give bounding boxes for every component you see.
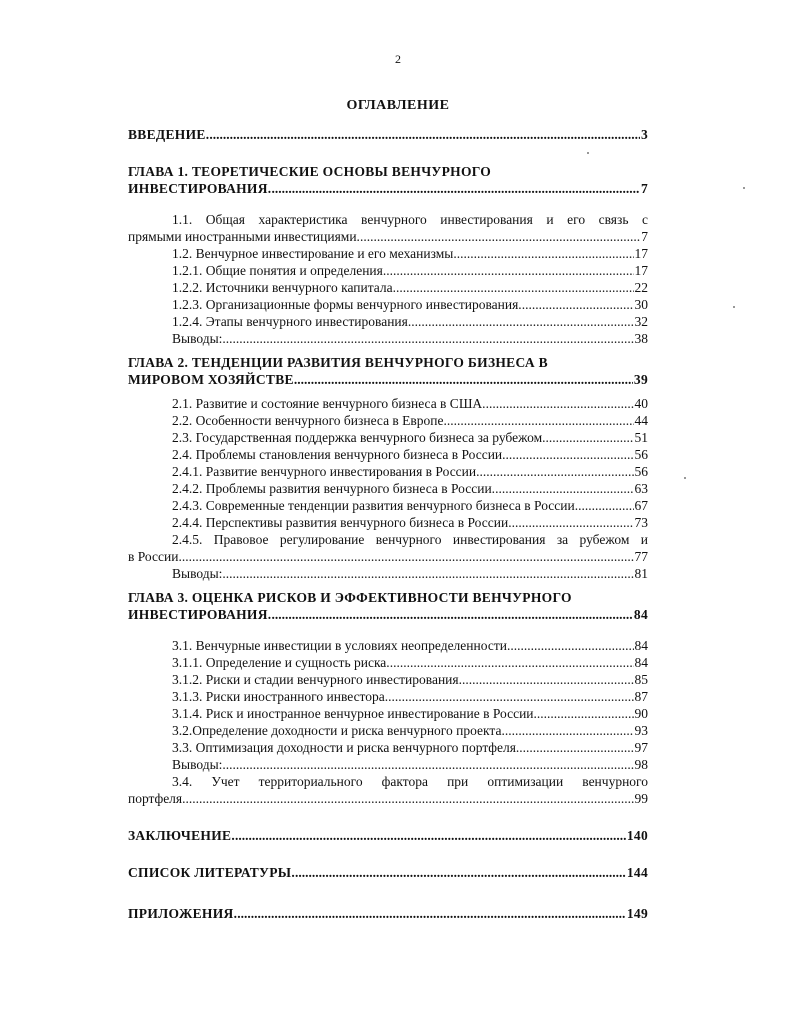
toc-item-page: 63 <box>634 481 648 496</box>
toc-item-label: Выводы: <box>172 331 223 346</box>
toc-item-page: 7 <box>641 229 648 244</box>
toc-item-label: 3.1. Венчурные инвестиции в условиях неопределенности. <box>172 638 511 653</box>
toc-item-page: 73 <box>634 515 648 530</box>
toc-intro-page: 3 <box>640 127 648 142</box>
toc-item-page: 67 <box>634 498 648 513</box>
toc-item-2-4-1[interactable] <box>128 463 648 480</box>
toc-item-3-3[interactable] <box>128 739 648 756</box>
toc-references[interactable] <box>128 864 648 881</box>
toc-item-page: 56 <box>634 447 648 462</box>
toc-item-label: 1.2.1. Общие понятия и определения. <box>172 263 387 278</box>
toc-item-1-2-3[interactable] <box>128 296 648 313</box>
toc-item-page: 17 <box>634 263 648 278</box>
scan-speck <box>684 477 686 479</box>
toc-item-1-2-2[interactable] <box>128 279 648 296</box>
toc-item-3-conclusions[interactable] <box>128 756 648 773</box>
toc-item-page: 30 <box>634 297 648 312</box>
toc-item-3-1-3[interactable] <box>128 688 648 705</box>
toc-item-label: Выводы: <box>172 566 223 581</box>
toc-conclusion[interactable] <box>128 827 648 844</box>
toc-item-3-1[interactable] <box>128 637 648 654</box>
toc-item-label: 2.1. Развитие и состояние венчурного бизнеса в США. <box>172 396 486 411</box>
toc-chapter-3-title-line1: ГЛАВА 3. ОЦЕНКА РИСКОВ И ЭФФЕКТИВНОСТИ ВЕНЧУРНОГО <box>128 590 572 605</box>
toc-item-page: 85 <box>634 672 648 687</box>
page-number: 2 <box>395 52 401 66</box>
toc-item-label: 1.2.4. Этапы венчурного инвестирования. <box>172 314 412 329</box>
toc-item-label: 3.2.Определение доходности и риска венчурного проекта. <box>172 723 505 738</box>
toc-item-page: 97 <box>634 740 648 755</box>
toc-item-3-2[interactable] <box>128 722 648 739</box>
toc-item-2-3[interactable] <box>128 429 648 446</box>
toc-item-page: 40 <box>634 396 648 411</box>
toc-item-label: 1.2.2. Источники венчурного капитала. <box>172 280 397 295</box>
toc-item-2-conclusions[interactable] <box>128 565 648 582</box>
table-of-contents <box>128 126 648 922</box>
toc-item-label: 2.4. Проблемы становления венчурного бизнеса в России. <box>172 447 506 462</box>
toc-item-3-1-2[interactable] <box>128 671 648 688</box>
page-title: ОГЛАВЛЕНИЕ <box>346 98 450 113</box>
toc-item-page: 51 <box>634 430 648 445</box>
toc-item-line1: 3.4. Учет территориального фактора при оптимизации венчурного <box>172 774 648 789</box>
toc-conclusion-page: 140 <box>626 828 648 843</box>
toc-item-2-1[interactable] <box>128 395 648 412</box>
toc-item-page: 77 <box>634 549 648 564</box>
toc-conclusion-label: ЗАКЛЮЧЕНИЕ. <box>128 828 236 843</box>
toc-item-page: 98 <box>634 757 648 772</box>
toc-item-3-1-4[interactable] <box>128 705 648 722</box>
toc-item-label: 2.3. Государственная поддержка венчурного бизнеса за рубежом. <box>172 430 546 445</box>
toc-item-label: Выводы: <box>172 757 223 772</box>
toc-chapter-3[interactable] <box>128 589 648 623</box>
toc-item-label: 3.1.3. Риски иностранного инвестора. <box>172 689 389 704</box>
toc-item-page: 87 <box>634 689 648 704</box>
toc-item-2-4-2[interactable] <box>128 480 648 497</box>
toc-item-page: 90 <box>634 706 648 721</box>
scan-speck <box>733 306 735 308</box>
toc-item-2-4-3[interactable] <box>128 497 648 514</box>
toc-item-2-4-5[interactable] <box>128 531 648 565</box>
toc-chapter-1-title-line2: ИНВЕСТИРОВАНИЯ. <box>128 181 272 196</box>
toc-references-page: 144 <box>626 865 648 880</box>
toc-chapter-2[interactable] <box>128 354 648 388</box>
toc-item-line1: 2.4.5. Правовое регулирование венчурного инвестирования за рубежом и <box>172 532 648 547</box>
toc-item-1-1[interactable] <box>128 211 648 245</box>
toc-item-label: 1.2.3. Организационные формы венчурного инвестирования. <box>172 297 522 312</box>
toc-item-line1: 1.1. Общая характеристика венчурного инвестирования и его связь с <box>172 212 648 227</box>
toc-chapter-3-page: 84 <box>633 607 648 622</box>
toc-item-3-4[interactable] <box>128 773 648 807</box>
toc-appendix-label: ПРИЛОЖЕНИЯ. <box>128 906 238 921</box>
toc-item-label: 2.2. Особенности венчурного бизнеса в Европе <box>172 413 444 428</box>
toc-item-page: 93 <box>634 723 648 738</box>
toc-item-page: 84 <box>634 638 648 653</box>
toc-item-page: 22 <box>634 280 648 295</box>
toc-item-1-2-4[interactable] <box>128 313 648 330</box>
toc-item-1-conclusions[interactable] <box>128 330 648 347</box>
toc-item-2-4[interactable] <box>128 446 648 463</box>
toc-item-page: 84 <box>634 655 648 670</box>
toc-item-label: 2.4.2. Проблемы развития венчурного бизнеса в России. <box>172 481 496 496</box>
toc-chapter-3-title-line2: ИНВЕСТИРОВАНИЯ. <box>128 607 272 622</box>
toc-item-line2: в России. <box>128 549 182 564</box>
toc-chapter-2-title-line1: ГЛАВА 2. ТЕНДЕНЦИИ РАЗВИТИЯ ВЕНЧУРНОГО БИЗНЕСА В <box>128 355 548 370</box>
toc-appendix-page: 149 <box>626 906 648 921</box>
toc-chapter-2-title-line2: МИРОВОМ ХОЗЯЙСТВЕ <box>128 372 294 387</box>
toc-item-2-2[interactable] <box>128 412 648 429</box>
toc-item-page: 81 <box>634 566 648 581</box>
toc-item-line2: прямыми иностранными инвестициями. <box>128 229 360 244</box>
toc-item-page: 56 <box>634 464 648 479</box>
toc-item-label: 2.4.4. Перспективы развития венчурного бизнеса в России. <box>172 515 512 530</box>
scan-speck <box>743 187 745 189</box>
toc-item-label: 3.1.4. Риск и иностранное венчурное инвестирование в России. <box>172 706 537 721</box>
toc-chapter-1-title-line1: ГЛАВА 1. ТЕОРЕТИЧЕСКИЕ ОСНОВЫ ВЕНЧУРНОГО <box>128 164 492 179</box>
toc-item-label: 2.4.3. Современные тенденции развития венчурного бизнеса в России <box>172 498 575 513</box>
toc-item-page: 32 <box>634 314 648 329</box>
toc-chapter-1[interactable] <box>128 163 648 197</box>
toc-item-1-2-1[interactable] <box>128 262 648 279</box>
toc-item-label: 3.3. Оптимизация доходности и риска венчурного портфеля <box>172 740 516 755</box>
toc-item-page: 99 <box>634 791 648 806</box>
toc-item-label: 2.4.1. Развитие венчурного инвестирования в России <box>172 464 477 479</box>
toc-item-2-4-4[interactable] <box>128 514 648 531</box>
toc-intro[interactable] <box>128 126 648 143</box>
scan-speck <box>587 152 589 154</box>
toc-item-label: 1.2. Венчурное инвестирование и его механизмы. <box>172 246 457 261</box>
toc-chapter-1-page: 7 <box>640 181 648 196</box>
toc-item-page: 38 <box>634 331 648 346</box>
toc-appendix[interactable] <box>128 905 648 922</box>
toc-item-line2: портфеля <box>128 791 183 806</box>
toc-item-label: 3.1.2. Риски и стадии венчурного инвестирования. <box>172 672 462 687</box>
toc-chapter-2-page: 39 <box>633 372 648 387</box>
toc-item-page: 17 <box>634 246 648 261</box>
toc-item-page: 44 <box>634 413 648 428</box>
toc-item-3-1-1[interactable] <box>128 654 648 671</box>
toc-intro-label: ВВЕДЕНИЕ. <box>128 127 210 142</box>
toc-references-label: СПИСОК ЛИТЕРАТУРЫ. <box>128 865 296 880</box>
toc-item-label: 3.1.1. Определение и сущность риска. <box>172 655 390 670</box>
toc-item-1-2[interactable] <box>128 245 648 262</box>
